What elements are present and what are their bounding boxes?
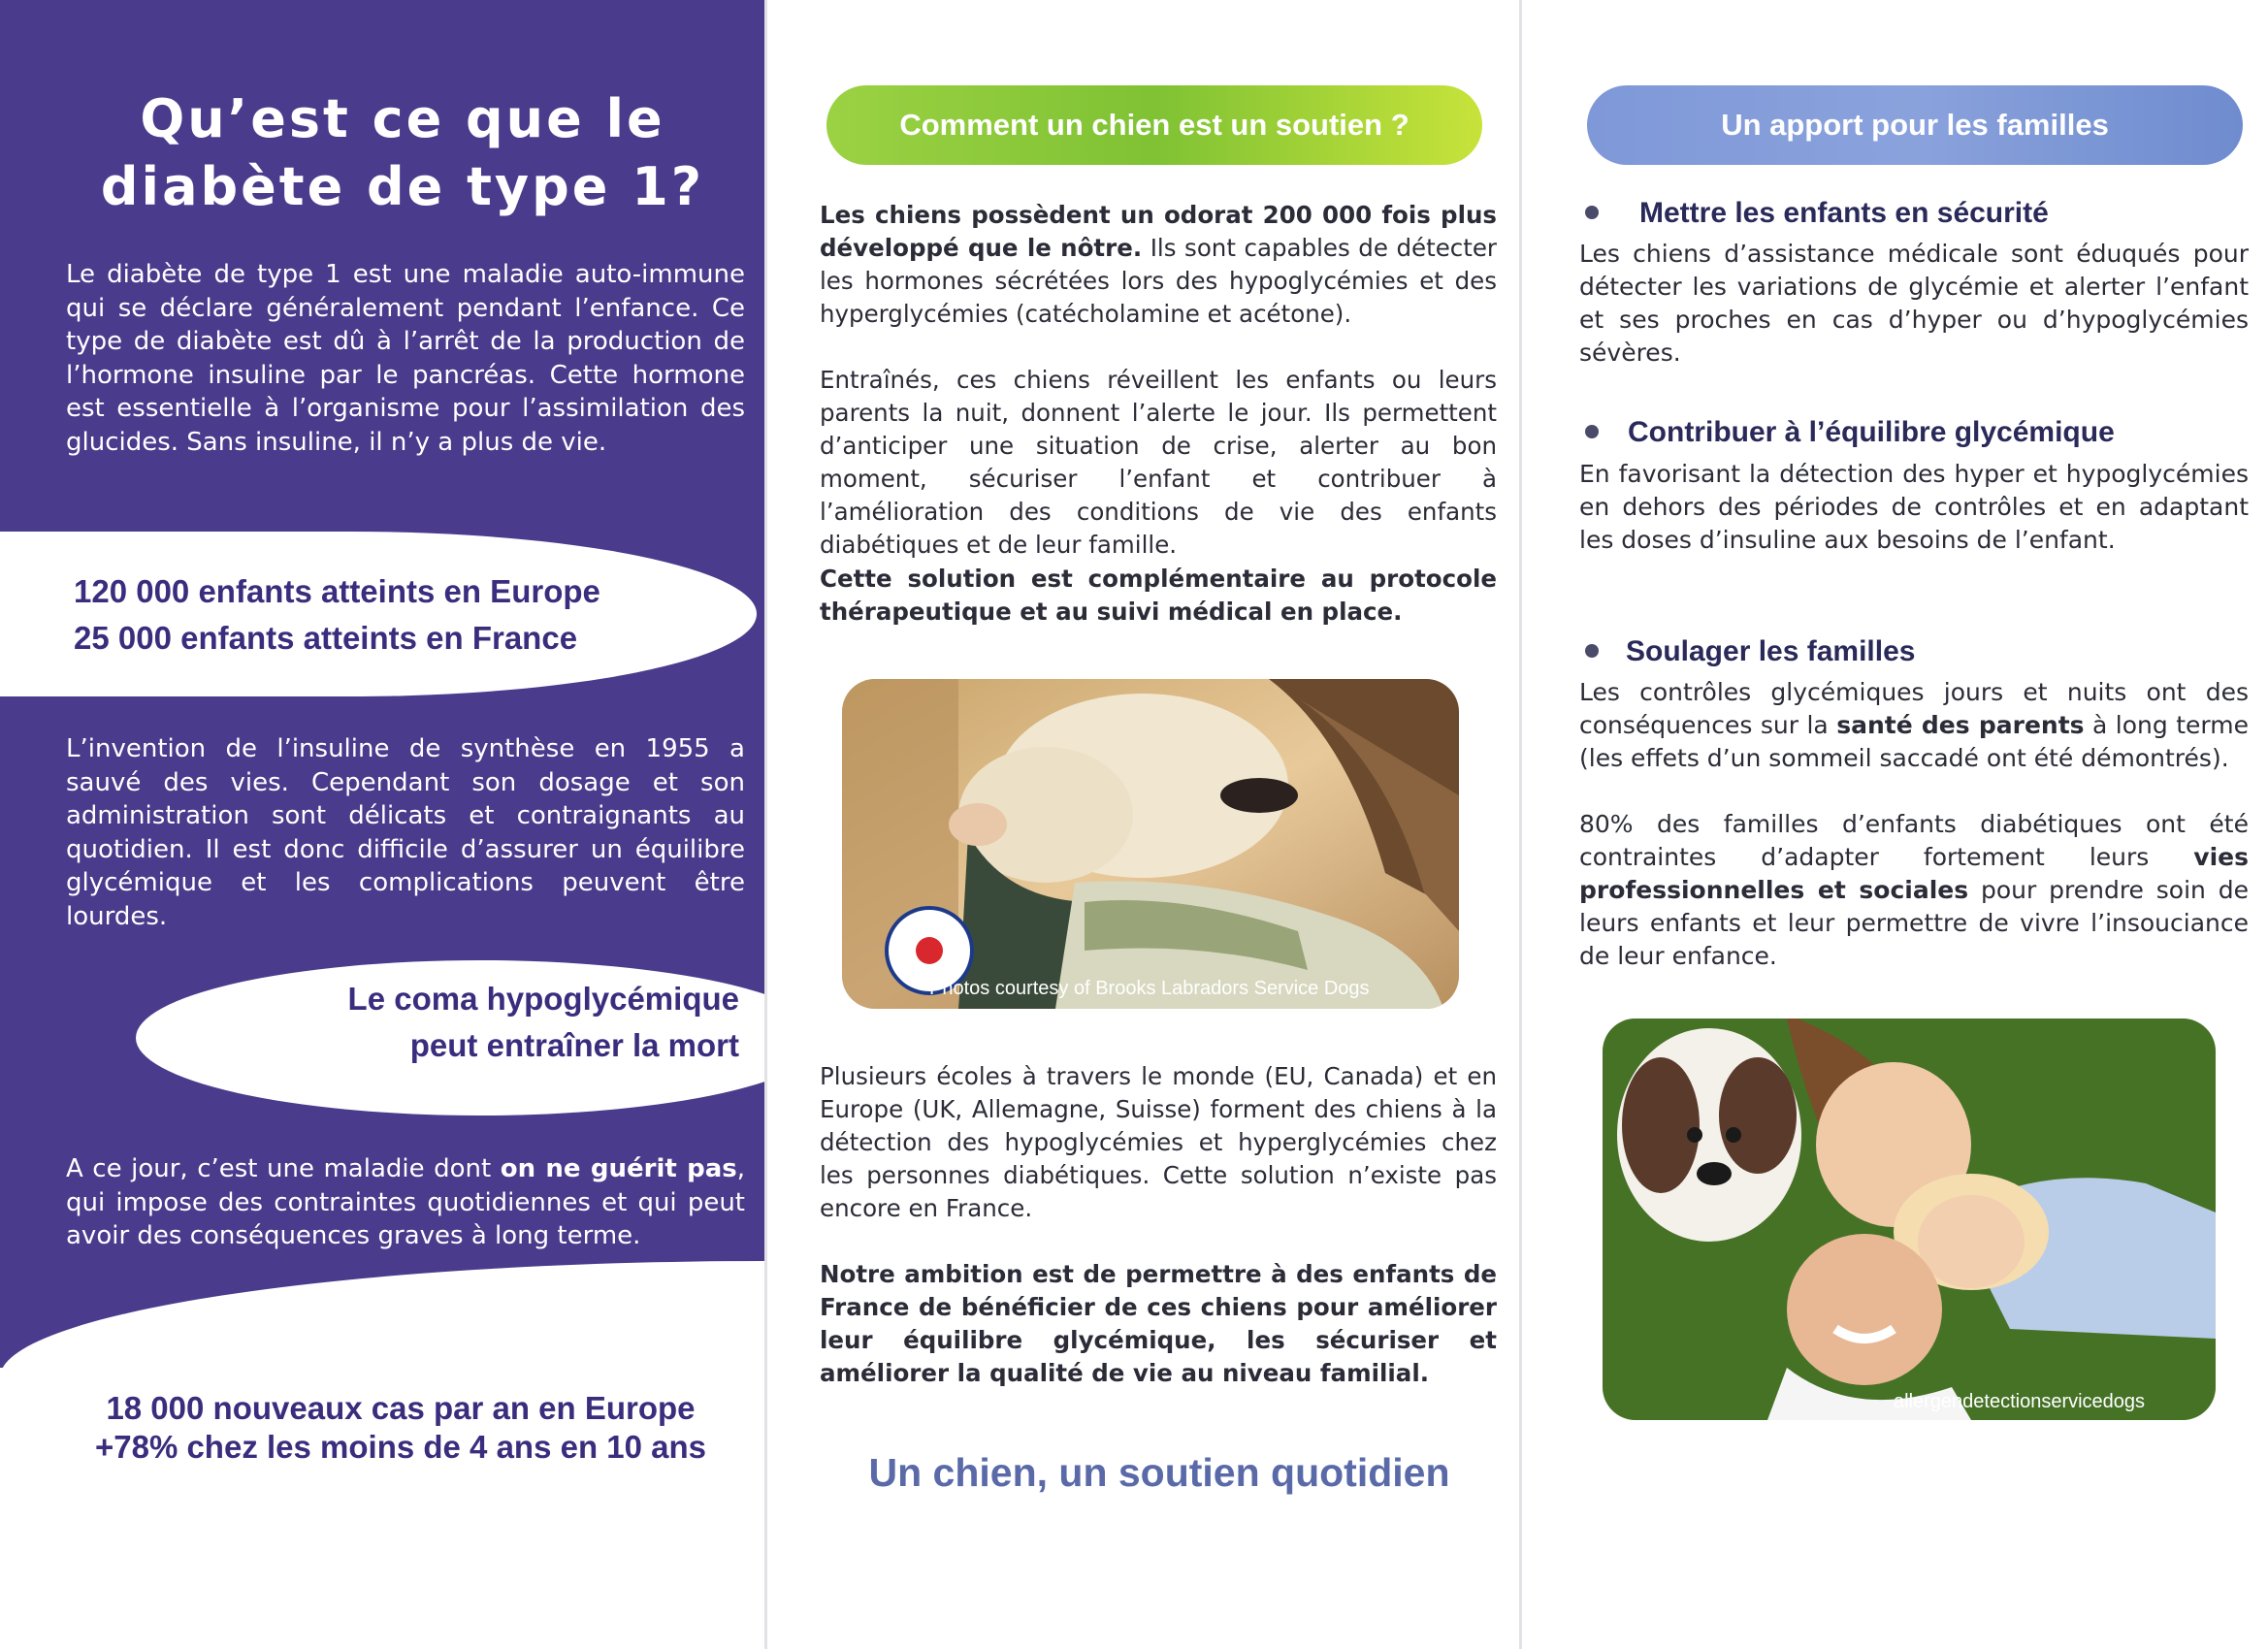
complementary-paragraph: Cette solution est complémentaire au protocole thérapeutique et au suivi médical en place. [820,565,1497,626]
heading-relieve-families: Soulager les familles [1626,635,1916,667]
fold-line-right [1519,0,1522,1649]
safety-paragraph: Les chiens d’assistance médicale sont éduqués pour détecter les variations de glycémie et alerter l’enfant et ses proches en cas d’hyper ou d’hypoglycémies sévères. [1579,240,2249,367]
family-dog-illustration [1603,1018,2216,1420]
cure-paragraph: A ce jour, c’est une maladie dont on ne guérit pas, qui impose des contraintes quotidiennes et qui peut avoir des conséquences graves à long terme. [66,1154,745,1250]
dog-smell-paragraph: Les chiens possèdent un odorat 200 000 fois plus développé que le nôtre. Ils sont capables de détecter les hormones sécrétées lors des hypoglycémies et des hyperglycémies (catécholamine et acétone). [820,201,1497,328]
fold-line-left [764,0,767,1649]
heading-glycemic-balance: Contribuer à l’équilibre glycémique [1628,416,2115,448]
heading-safety: Mettre les enfants en sécurité [1639,197,2049,229]
dog-child-photo [842,679,1459,1009]
coma-line-1: Le coma hypoglycémique [347,981,739,1017]
photo-credit: Photos courtesy of Brooks Labradors Service Dogs [929,978,1370,999]
dog-child-illustration [842,679,1459,1009]
coma-line-2: peut entraîner la mort [409,1027,739,1063]
bullet-dot [1585,206,1599,219]
stat-europe: 120 000 enfants atteints en Europe [74,573,600,609]
stat-increase: +78% chez les moins de 4 ans en 10 ans [94,1429,707,1465]
bullet-dot [1585,644,1599,658]
slogan: Un chien, un soutien quotidien [868,1450,1450,1495]
dog-training-paragraph: Entraînés, ces chiens réveillent les enfants ou leurs parents la nuit, donnent l’alerte le jour. Ils permettent d’anticiper une situation de crise, alerter au bon moment, sécuriser l’enfant et contribuer à l’amélioration des conditions de vie des enfants diabétiques et de leur famille. [820,366,1497,559]
middle-header-pill: Comment un chien est un soutien ? [826,85,1482,165]
right-header-pill: Un apport pour les familles [1587,85,2243,165]
families-paragraph-2: 80% des familles d’enfants diabétiques ont été contraintes d’adapter fortement leurs vies professionnelles et sociales pour prendre soin de leurs enfants et leur permettre de vivre l’insouciance de leur enfance. [1579,810,2249,970]
ambition-paragraph: Notre ambition est de permettre à des enfants de France de bénéficier de ces chiens pour améliorer leur équilibre glycémique, les sécuriser et améliorer la qualité de vie au niveau familial. [820,1260,1497,1387]
schools-paragraph: Plusieurs écoles à travers le monde (EU, Canada) et en Europe (UK, Allemagne, Suisse) forment des chiens à la détection des hypoglycémies et hyperglycémies chez les personnes diabétiques. Cette solution n’existe pas encore en France. [820,1062,1497,1222]
insulin-paragraph: L’invention de l’insuline de synthèse en 1955 a sauvé des vies. Cependant son dosage et son administration sont délicats et contraignants au quotidien. Il est donc difficile d’assurer un équilibre glycémique et les complications peuvent être lourdes. [66,734,745,931]
photo-credit: allergendetectionservicedogs [1894,1391,2146,1412]
stat-france: 25 000 enfants atteints en France [74,620,578,656]
families-paragraph-1: Les contrôles glycémiques jours et nuits ont des conséquences sur la santé des parents à long terme (les effets d’un sommeil saccadé ont été démontrés). [1579,678,2249,772]
intro-paragraph: Le diabète de type 1 est une maladie auto-immune qui se déclare généralement pendant l’enfance. Ce type de diabète est dû à l’arrêt de la production de l’hormone insuline par le pancréas. Cette hormone est essentielle à l’organisme pour l’assimilation des glucides. Sans insuline, il n’y a plus de vie. [66,260,745,457]
family-dog-photo [1603,1018,2216,1420]
stat-new-cases: 18 000 nouveaux cas par an en Europe [106,1390,696,1426]
bullet-dot [1585,425,1599,438]
page-title: Qu’est ce que le diabète de type 1? [100,88,705,217]
glycemic-paragraph: En favorisant la détection des hyper et hypoglycémies en dehors des périodes de contrôles et en adaptant les doses d’insuline aux besoins de l’enfant. [1579,460,2249,554]
